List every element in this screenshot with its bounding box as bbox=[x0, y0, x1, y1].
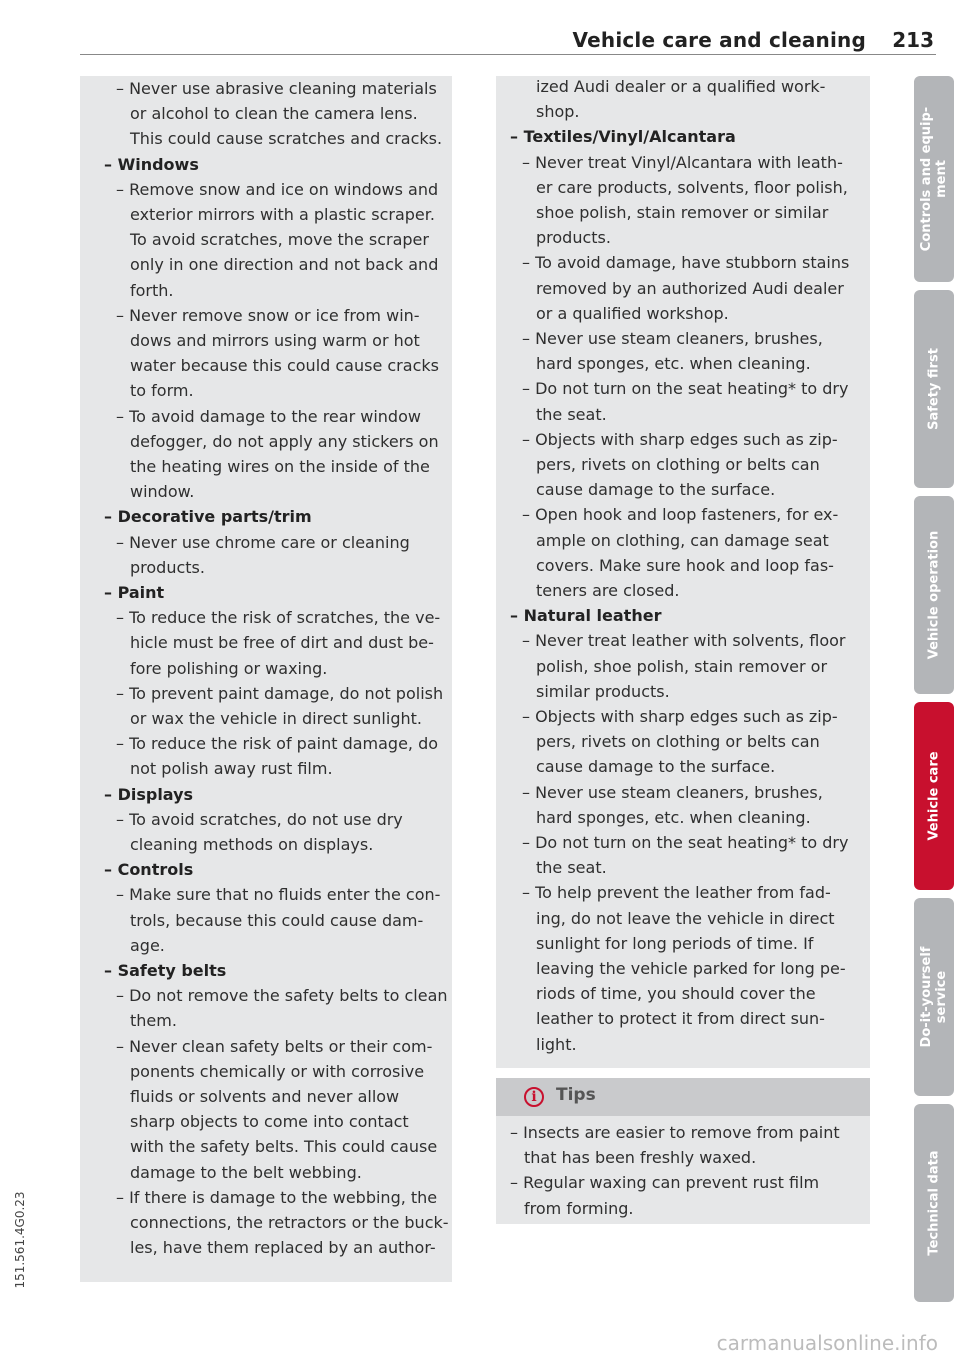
tips-line: from forming. bbox=[524, 1198, 634, 1218]
text-line: – Never use steam cleaners, brushes, bbox=[522, 782, 823, 802]
text-line: defogger, do not apply any stickers on bbox=[130, 431, 439, 451]
text-line: – Paint bbox=[104, 583, 165, 602]
text-line: – Decorative parts/trim bbox=[104, 507, 312, 527]
text-line: the heating wires on the inside of the bbox=[130, 457, 430, 476]
text-line: forth. bbox=[130, 280, 174, 300]
text-line: – Textiles/Vinyl/Alcantara bbox=[510, 127, 736, 147]
text-line: ized Audi dealer or a qualified work- bbox=[536, 77, 826, 96]
text-line: products. bbox=[536, 228, 611, 248]
text-line: – To avoid scratches, do not use dry bbox=[116, 809, 403, 829]
text-line: shop. bbox=[536, 102, 580, 122]
text-line: hard sponges, etc. when cleaning. bbox=[536, 354, 811, 374]
text-line: leather to protect it from direct sun- bbox=[536, 1009, 825, 1029]
side-tab-diy-service[interactable] bbox=[914, 898, 954, 1096]
text-line: – Never clean safety belts or their com- bbox=[116, 1036, 433, 1056]
watermark: carmanualsonline.info bbox=[716, 1331, 938, 1355]
text-line: ponents chemically or with corrosive bbox=[130, 1061, 425, 1081]
side-tab-label: Technical data bbox=[926, 1150, 942, 1256]
text-line: – Objects with sharp edges such as zip- bbox=[522, 707, 838, 726]
side-tab-label: Controls and equip- ment bbox=[919, 106, 949, 252]
text-line: This could cause scratches and cracks. bbox=[130, 129, 443, 149]
text-line: – Remove snow and ice on windows and bbox=[116, 179, 439, 199]
text-line: damage to the belt webbing. bbox=[130, 1162, 362, 1182]
text-line: les, have them replaced by an author- bbox=[130, 1238, 436, 1258]
text-line: not polish away rust film. bbox=[130, 759, 333, 779]
text-line: – Open hook and loop fasteners, for ex- bbox=[522, 505, 839, 525]
text-line: them. bbox=[130, 1011, 177, 1031]
text-line: cause damage to the surface. bbox=[536, 757, 776, 777]
text-line: window. bbox=[130, 482, 195, 502]
text-line: shoe polish, stain remover or similar bbox=[536, 203, 829, 222]
text-line: – Never use chrome care or cleaning bbox=[116, 532, 410, 552]
tips-line: – Insects are easier to remove from paint bbox=[510, 1123, 840, 1142]
text-line: – Make sure that no fluids enter the con- bbox=[116, 885, 441, 905]
text-line: – Controls bbox=[104, 860, 194, 880]
text-line: the seat. bbox=[536, 858, 607, 878]
info-icon: i bbox=[524, 1087, 544, 1107]
side-tab-vehicle-care[interactable] bbox=[914, 702, 954, 890]
side-tab-controls[interactable] bbox=[914, 76, 954, 282]
text-line: similar products. bbox=[536, 681, 670, 701]
text-line: – To reduce the risk of scratches, the ve- bbox=[116, 608, 441, 628]
text-line: hard sponges, etc. when cleaning. bbox=[536, 807, 811, 827]
text-line: polish, shoe polish, stain remover or bbox=[536, 656, 828, 676]
text-line: covers. Make sure hook and loop fas- bbox=[536, 555, 834, 575]
text-line: – Never remove snow or ice from win- bbox=[116, 305, 420, 325]
text-line: – To prevent paint damage, do not polish bbox=[116, 683, 444, 703]
text-line: cause damage to the surface. bbox=[536, 480, 776, 500]
text-line: to form. bbox=[130, 381, 194, 401]
side-tab-label: Safety first bbox=[926, 348, 942, 430]
text-line: – Never use steam cleaners, brushes, bbox=[522, 329, 823, 348]
text-line: ample on clothing, can damage seat bbox=[536, 530, 829, 550]
text-line: only in one direction and not back and bbox=[130, 255, 439, 275]
text-line: – If there is damage to the webbing, the bbox=[116, 1187, 438, 1207]
text-line: – Windows bbox=[104, 154, 199, 174]
text-line: sunlight for long periods of time. If bbox=[536, 933, 814, 953]
text-line: fluids or solvents and never allow bbox=[130, 1087, 400, 1106]
text-line: riods of time, you should cover the bbox=[536, 984, 816, 1004]
text-line: or wax the vehicle in direct sunlight. bbox=[130, 709, 422, 728]
side-tab-label: Vehicle care bbox=[926, 751, 942, 841]
text-line: water because this could cause cracks bbox=[130, 356, 439, 376]
text-line: leaving the vehicle parked for long pe- bbox=[536, 959, 846, 978]
text-line: with the safety belts. This could cause bbox=[130, 1137, 438, 1157]
text-line: or a qualified workshop. bbox=[536, 303, 729, 323]
text-line: er care products, solvents, floor polish, bbox=[536, 177, 848, 197]
text-line: connections, the retractors or the buck- bbox=[130, 1213, 449, 1232]
tips-line: that has been freshly waxed. bbox=[524, 1148, 757, 1168]
text-line: removed by an authorized Audi dealer bbox=[536, 278, 844, 298]
text-line: pers, rivets on clothing or belts can bbox=[536, 455, 820, 474]
text-line: age. bbox=[130, 935, 165, 955]
text-line: pers, rivets on clothing or belts can bbox=[536, 732, 820, 752]
text-line: or alcohol to clean the camera lens. bbox=[130, 104, 418, 124]
text-line: – To reduce the risk of paint damage, do bbox=[116, 734, 439, 754]
text-line: dows and mirrors using warm or hot bbox=[130, 331, 420, 350]
side-tab-operation[interactable] bbox=[914, 496, 954, 694]
text-line: teners are closed. bbox=[536, 581, 680, 600]
text-line: the seat. bbox=[536, 404, 607, 424]
text-line: – To avoid damage, have stubborn stains bbox=[522, 253, 850, 273]
side-tab-technical[interactable] bbox=[914, 1104, 954, 1302]
tips-header bbox=[496, 1078, 870, 1116]
text-line: sharp objects to come into contact bbox=[130, 1112, 409, 1132]
text-line: cleaning methods on displays. bbox=[130, 835, 374, 854]
text-line: – Never treat Vinyl/Alcantara with leath- bbox=[522, 152, 843, 172]
text-line: – Do not turn on the seat heating* to dry bbox=[522, 833, 849, 852]
text-line: – Never use abrasive cleaning materials bbox=[116, 79, 437, 98]
side-tab-safety[interactable] bbox=[914, 290, 954, 488]
text-line: fore polishing or waxing. bbox=[130, 658, 328, 678]
text-line: – Natural leather bbox=[510, 606, 662, 626]
tips-label: Tips bbox=[556, 1085, 596, 1105]
text-line: ing, do not leave the vehicle in direct bbox=[536, 908, 835, 928]
document-code: 151.561.4G0.23 bbox=[13, 1191, 27, 1289]
text-line: exterior mirrors with a plastic scraper. bbox=[130, 205, 435, 224]
text-line: products. bbox=[130, 557, 205, 577]
page-title: Vehicle care and cleaning bbox=[572, 28, 866, 52]
text-line: – To help prevent the leather from fad- bbox=[522, 883, 831, 903]
text-line: – Do not remove the safety belts to clean bbox=[116, 986, 448, 1006]
side-tab-label: Do-it-yourself service bbox=[919, 946, 949, 1048]
text-line: light. bbox=[536, 1034, 577, 1054]
tips-line: – Regular waxing can prevent rust film bbox=[510, 1173, 820, 1193]
text-line: trols, because this could cause dam- bbox=[130, 910, 424, 930]
text-line: hicle must be free of dirt and dust be- bbox=[130, 633, 434, 653]
text-line: – To avoid damage to the rear window bbox=[116, 406, 421, 426]
tips-box bbox=[496, 1078, 870, 1224]
side-tab-label: Vehicle operation bbox=[926, 530, 942, 660]
text-line: – Never treat leather with solvents, floor bbox=[522, 631, 846, 651]
text-line: – Objects with sharp edges such as zip- bbox=[522, 429, 838, 449]
page-number: 213 bbox=[892, 28, 934, 52]
text-line: – Safety belts bbox=[104, 961, 227, 980]
text-line: – Do not turn on the seat heating* to dry bbox=[522, 379, 849, 399]
page-header bbox=[80, 20, 936, 55]
text-line: To avoid scratches, move the scraper bbox=[130, 230, 429, 250]
text-line: – Displays bbox=[104, 784, 194, 804]
